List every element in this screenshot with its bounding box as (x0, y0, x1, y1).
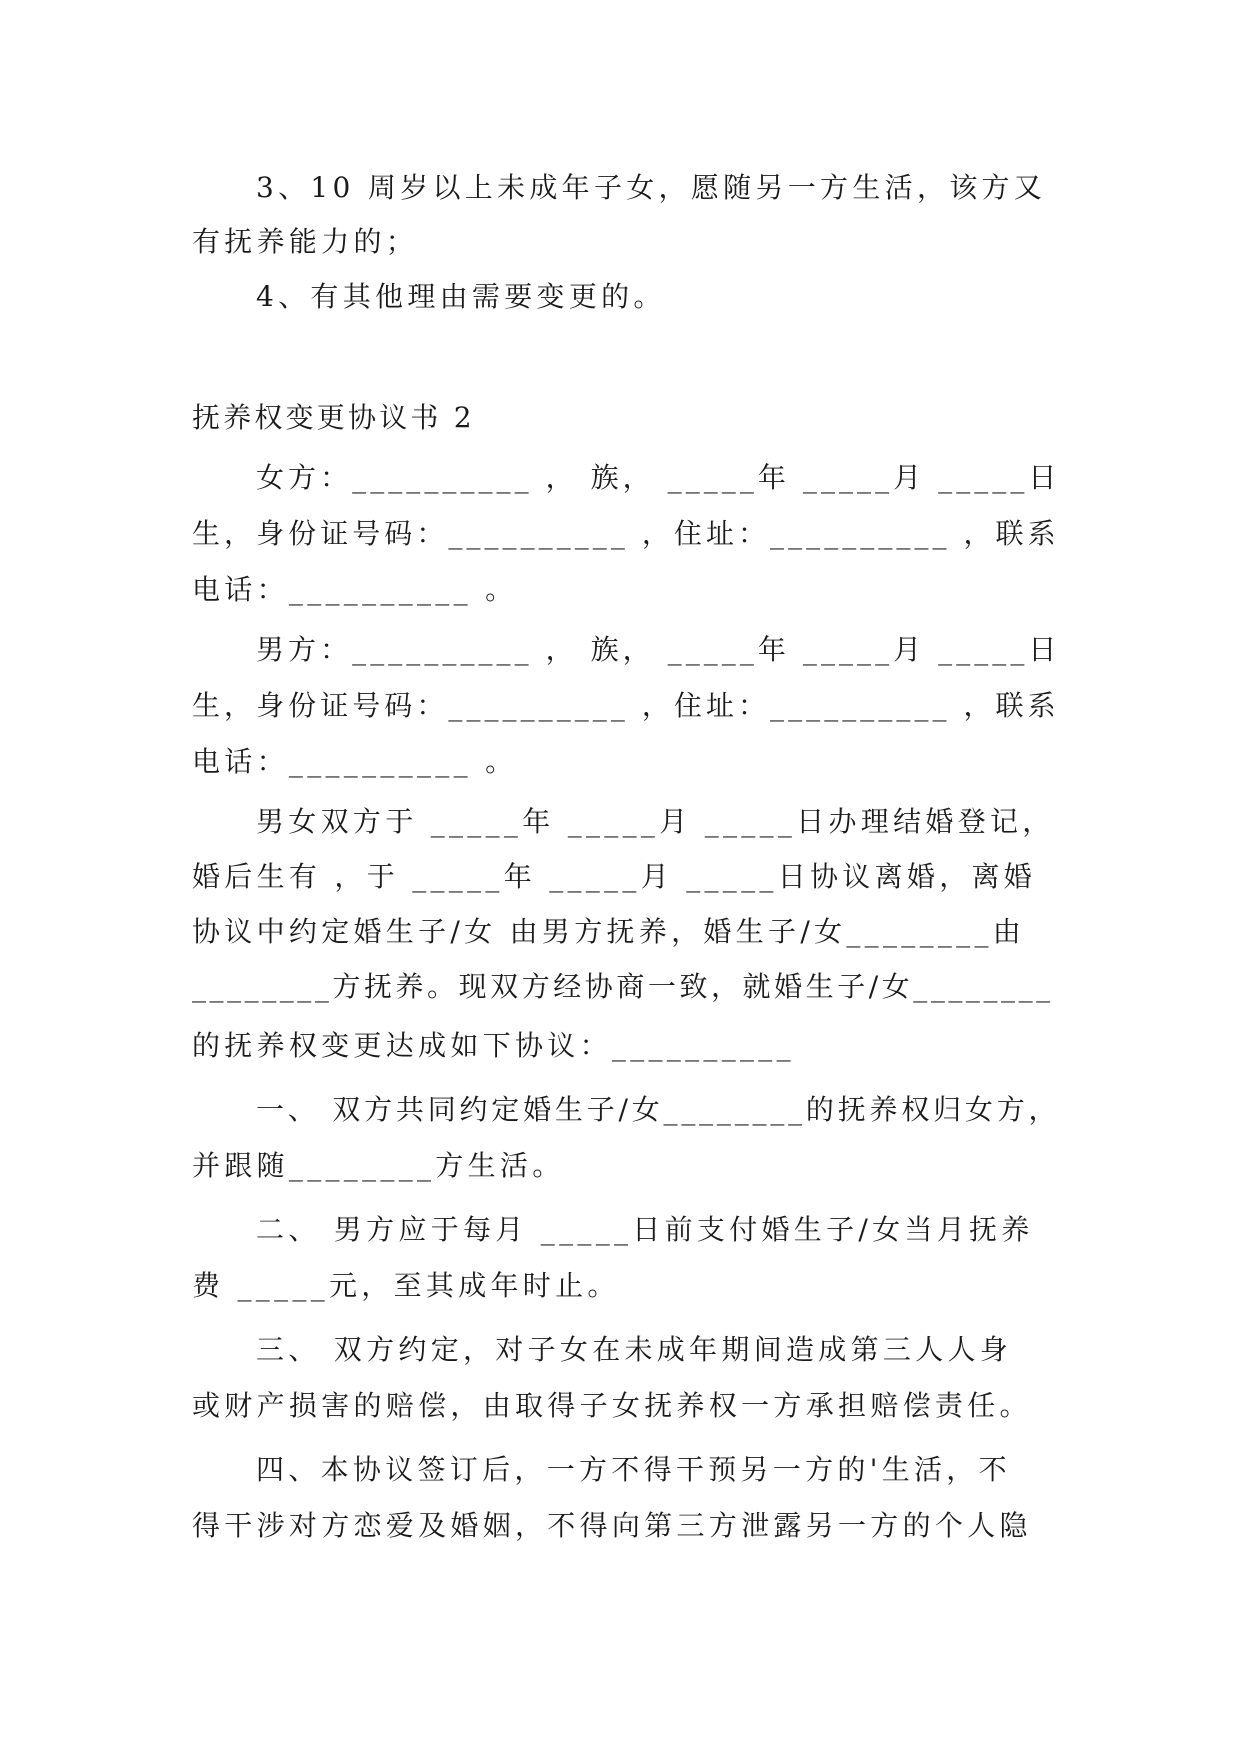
text-line: 三、 双方约定，对子女在未成年期间造成第三人人身 (256, 1333, 1013, 1366)
text-line: 电话：__________ 。 (192, 573, 518, 606)
text-line: 4、有其他理由需要变更的。 (256, 280, 666, 313)
text-line: 女方：__________ ， 族， _____年 _____月 _____日 (256, 461, 1061, 494)
text-line: 生，身份证号码：__________ ，住址：__________ ，联系 (192, 517, 1060, 550)
text-line: 二、 男方应于每月 _____日前支付婚生子/女当月抚养 (256, 1213, 1034, 1246)
text-line: 并跟随________方生活。 (192, 1149, 565, 1182)
text-line: ________方抚养。现双方经协商一致，就婚生子/女________ (192, 970, 1054, 1003)
text-line: 一、 双方共同约定婚生子/女________的抚养权归女方， (256, 1093, 1061, 1126)
text-line: 男方：__________ ， 族， _____年 _____月 _____日 (256, 633, 1061, 666)
text-line: 的抚养权变更达成如下协议：__________ (192, 1029, 795, 1062)
text-line: 协议中约定婚生子/女 由男方抚养，婚生子/女________由 (192, 915, 1026, 948)
text-line: 有抚养能力的； (192, 225, 419, 258)
text-line: 四、本协议签订后，一方不得干预另一方的'生活，不 (256, 1453, 1011, 1486)
text-line: 男女双方于 _____年 _____月 _____日办理结婚登记， (256, 805, 1055, 838)
text-line: 婚后生有 ，于 _____年 _____月 _____日协议离婚，离婚 (192, 860, 1037, 893)
text-line: 3、10 周岁以上未成年子女，愿随另一方生活，该方又 (256, 171, 1047, 204)
text-line: 生，身份证号码：__________ ，住址：__________ ，联系 (192, 689, 1060, 722)
text-line: 费 _____元，至其成年时止。 (192, 1269, 620, 1302)
text-line: 或财产损害的赔偿，由取得子女抚养权一方承担赔偿责任。 (192, 1389, 1032, 1422)
text-line: 电话：__________ 。 (192, 745, 518, 778)
text-line: 得干涉对方恋爱及婚姻，不得向第三方泄露另一方的个人隐 (192, 1509, 1032, 1542)
section-title: 抚养权变更协议书 2 (192, 401, 475, 434)
